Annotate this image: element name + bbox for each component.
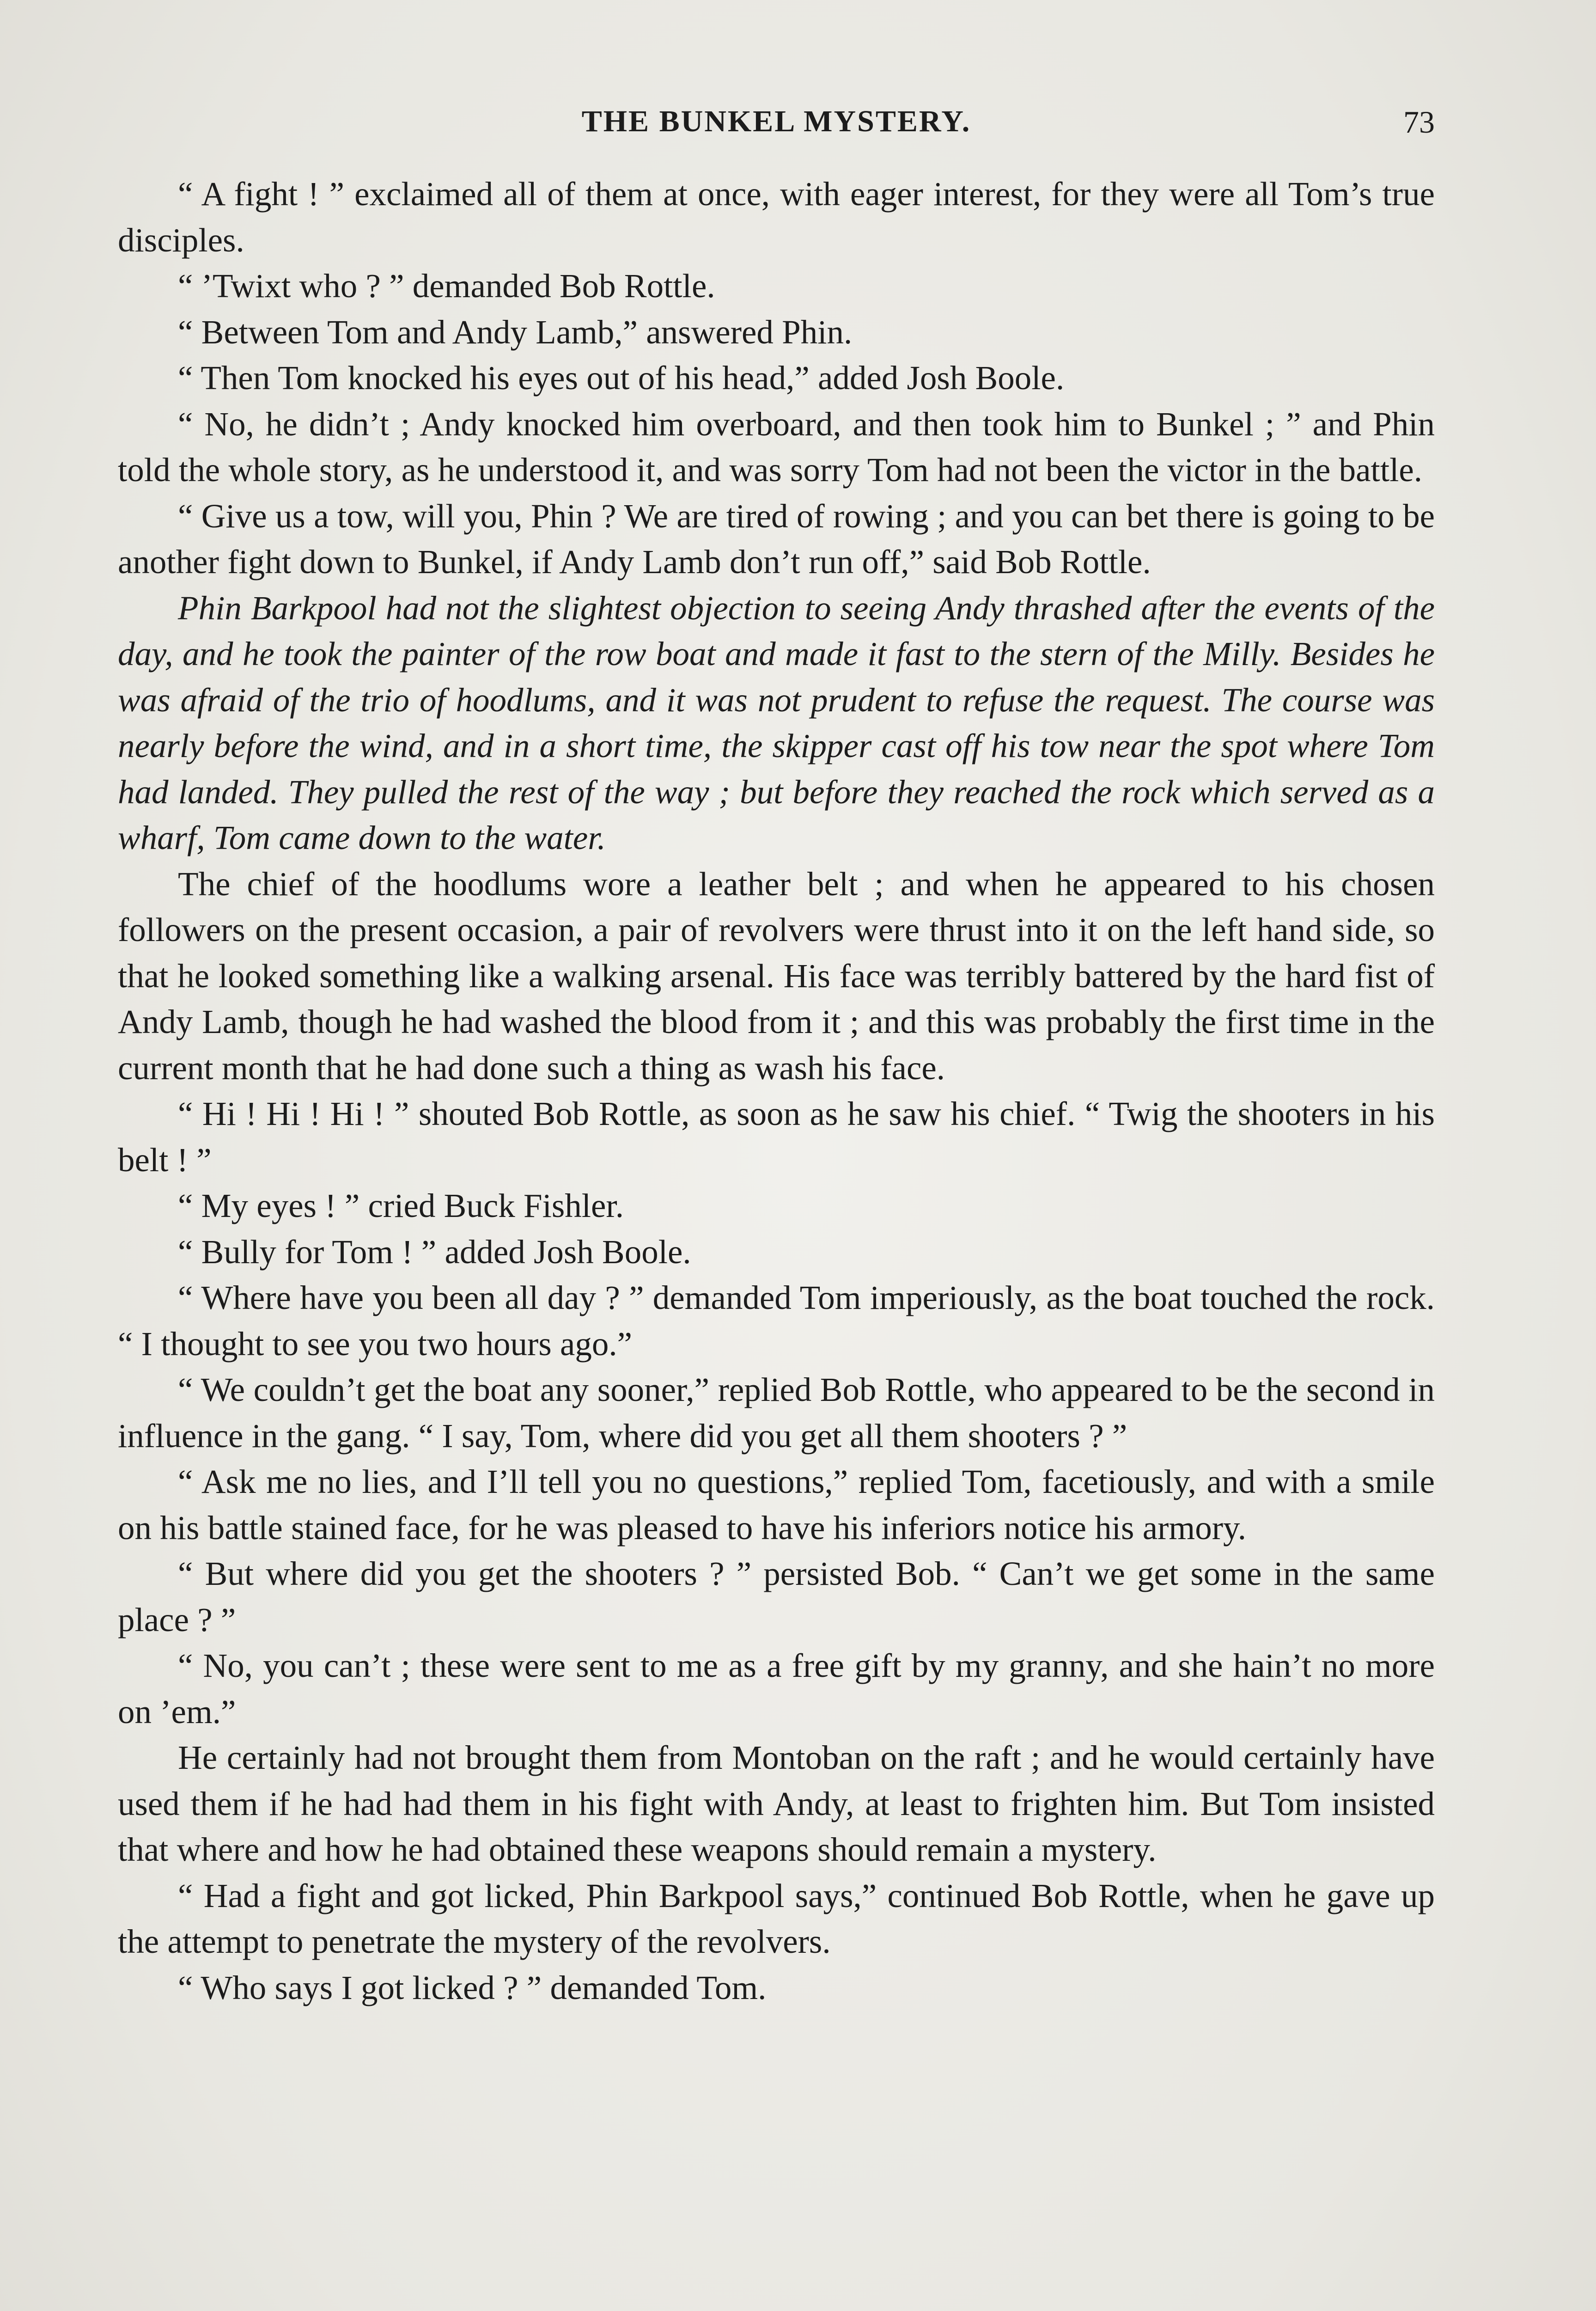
body-text [118,171,1435,2011]
paragraph: “ Who says I got licked ? ” demanded Tom. [178,1969,767,2006]
running-title: THE BUNKEL MYSTERY. [581,104,971,138]
page-header [118,104,1435,155]
paragraph: “ We couldn’t get the boat any sooner,” replied Bob Rottle, who appeared to be the second in influence in the gang. “ I say, Tom, where did you get all them shooters ? ” [118,1371,1435,1455]
paragraph: Phin Barkpool had not the slightest objection to seeing Andy thrashed after the events of the day, and he took the painter of the row boat and made it fast to the stern of the Milly. Besides he was afraid of the trio of hoodlums, and it was not prudent to refuse the request. The course was nearly before the wind, and in a short time, the skipper cast off his tow near the spot where Tom had landed. They pulled the rest of the way ; but before they reached the rock which served as a wharf, Tom came down to the water. [118,589,1435,856]
paragraph: “ Give us a tow, will you, Phin ? We are tired of rowing ; and you can bet there is going to be another fight down to Bunkel, if Andy Lamb don’t run off,” said Bob Rottle. [118,497,1435,581]
paragraph: “ A fight ! ” exclaimed all of them at once, with eager interest, for they were all Tom’s true disciples. [118,175,1435,259]
paragraph: “ Bully for Tom ! ” added Josh Boole. [178,1233,691,1271]
paragraph: “ No, he didn’t ; Andy knocked him overboard, and then took him to Bunkel ; ” and Phin told the whole story, as he understood it, and was sorry Tom had not been the victor in the battle. [118,405,1435,489]
paragraph: “ Had a fight and got licked, Phin Barkpool says,” continued Bob Rottle, when he gave up the attempt to penetrate the mystery of the revolvers. [118,1877,1435,1960]
paragraph: “ ’Twixt who ? ” demanded Bob Rottle. [178,267,715,305]
paragraph: “ No, you can’t ; these were sent to me as a free gift by my granny, and she hain’t no more on ’em.” [118,1647,1435,1730]
paragraph: “ Hi ! Hi ! Hi ! ” shouted Bob Rottle, as soon as he saw his chief. “ Twig the shooters in his belt ! ” [118,1095,1435,1179]
paragraph: “ Then Tom knocked his eyes out of his head,” added Josh Boole. [178,359,1065,397]
paragraph: “ Where have you been all day ? ” demanded Tom imperiously, as the boat touched the rock. “ I thought to see you two hours ago.” [118,1279,1435,1363]
page-number: 73 [1403,104,1435,140]
paragraph: “ My eyes ! ” cried Buck Fishler. [178,1187,624,1224]
paragraph: “ But where did you get the shooters ? ” persisted Bob. “ Can’t we get some in the same place ? ” [118,1555,1435,1638]
paragraph: “ Between Tom and Andy Lamb,” answered Phin. [178,313,853,351]
paragraph: The chief of the hoodlums wore a leather belt ; and when he appeared to his chosen followers on the present occasion, a pair of revolvers were thrust into it on the left hand side, so that he looked something like a walking arsenal. His face was terribly battered by the hard fist of Andy Lamb, though he had washed the blood from it ; and this was probably the first time in the current month that he had done such a thing as wash his face. [118,865,1435,1087]
paragraph: He certainly had not brought them from Montoban on the raft ; and he would certainly have used them if he had had them in his fight with Andy, at least to frighten him. But Tom insisted that where and how he had obtained these weapons should remain a mystery. [118,1739,1435,1868]
paragraph: “ Ask me no lies, and I’ll tell you no questions,” replied Tom, facetiously, and with a smile on his battle stained face, for he was pleased to have his inferiors notice his armory. [118,1463,1435,1547]
